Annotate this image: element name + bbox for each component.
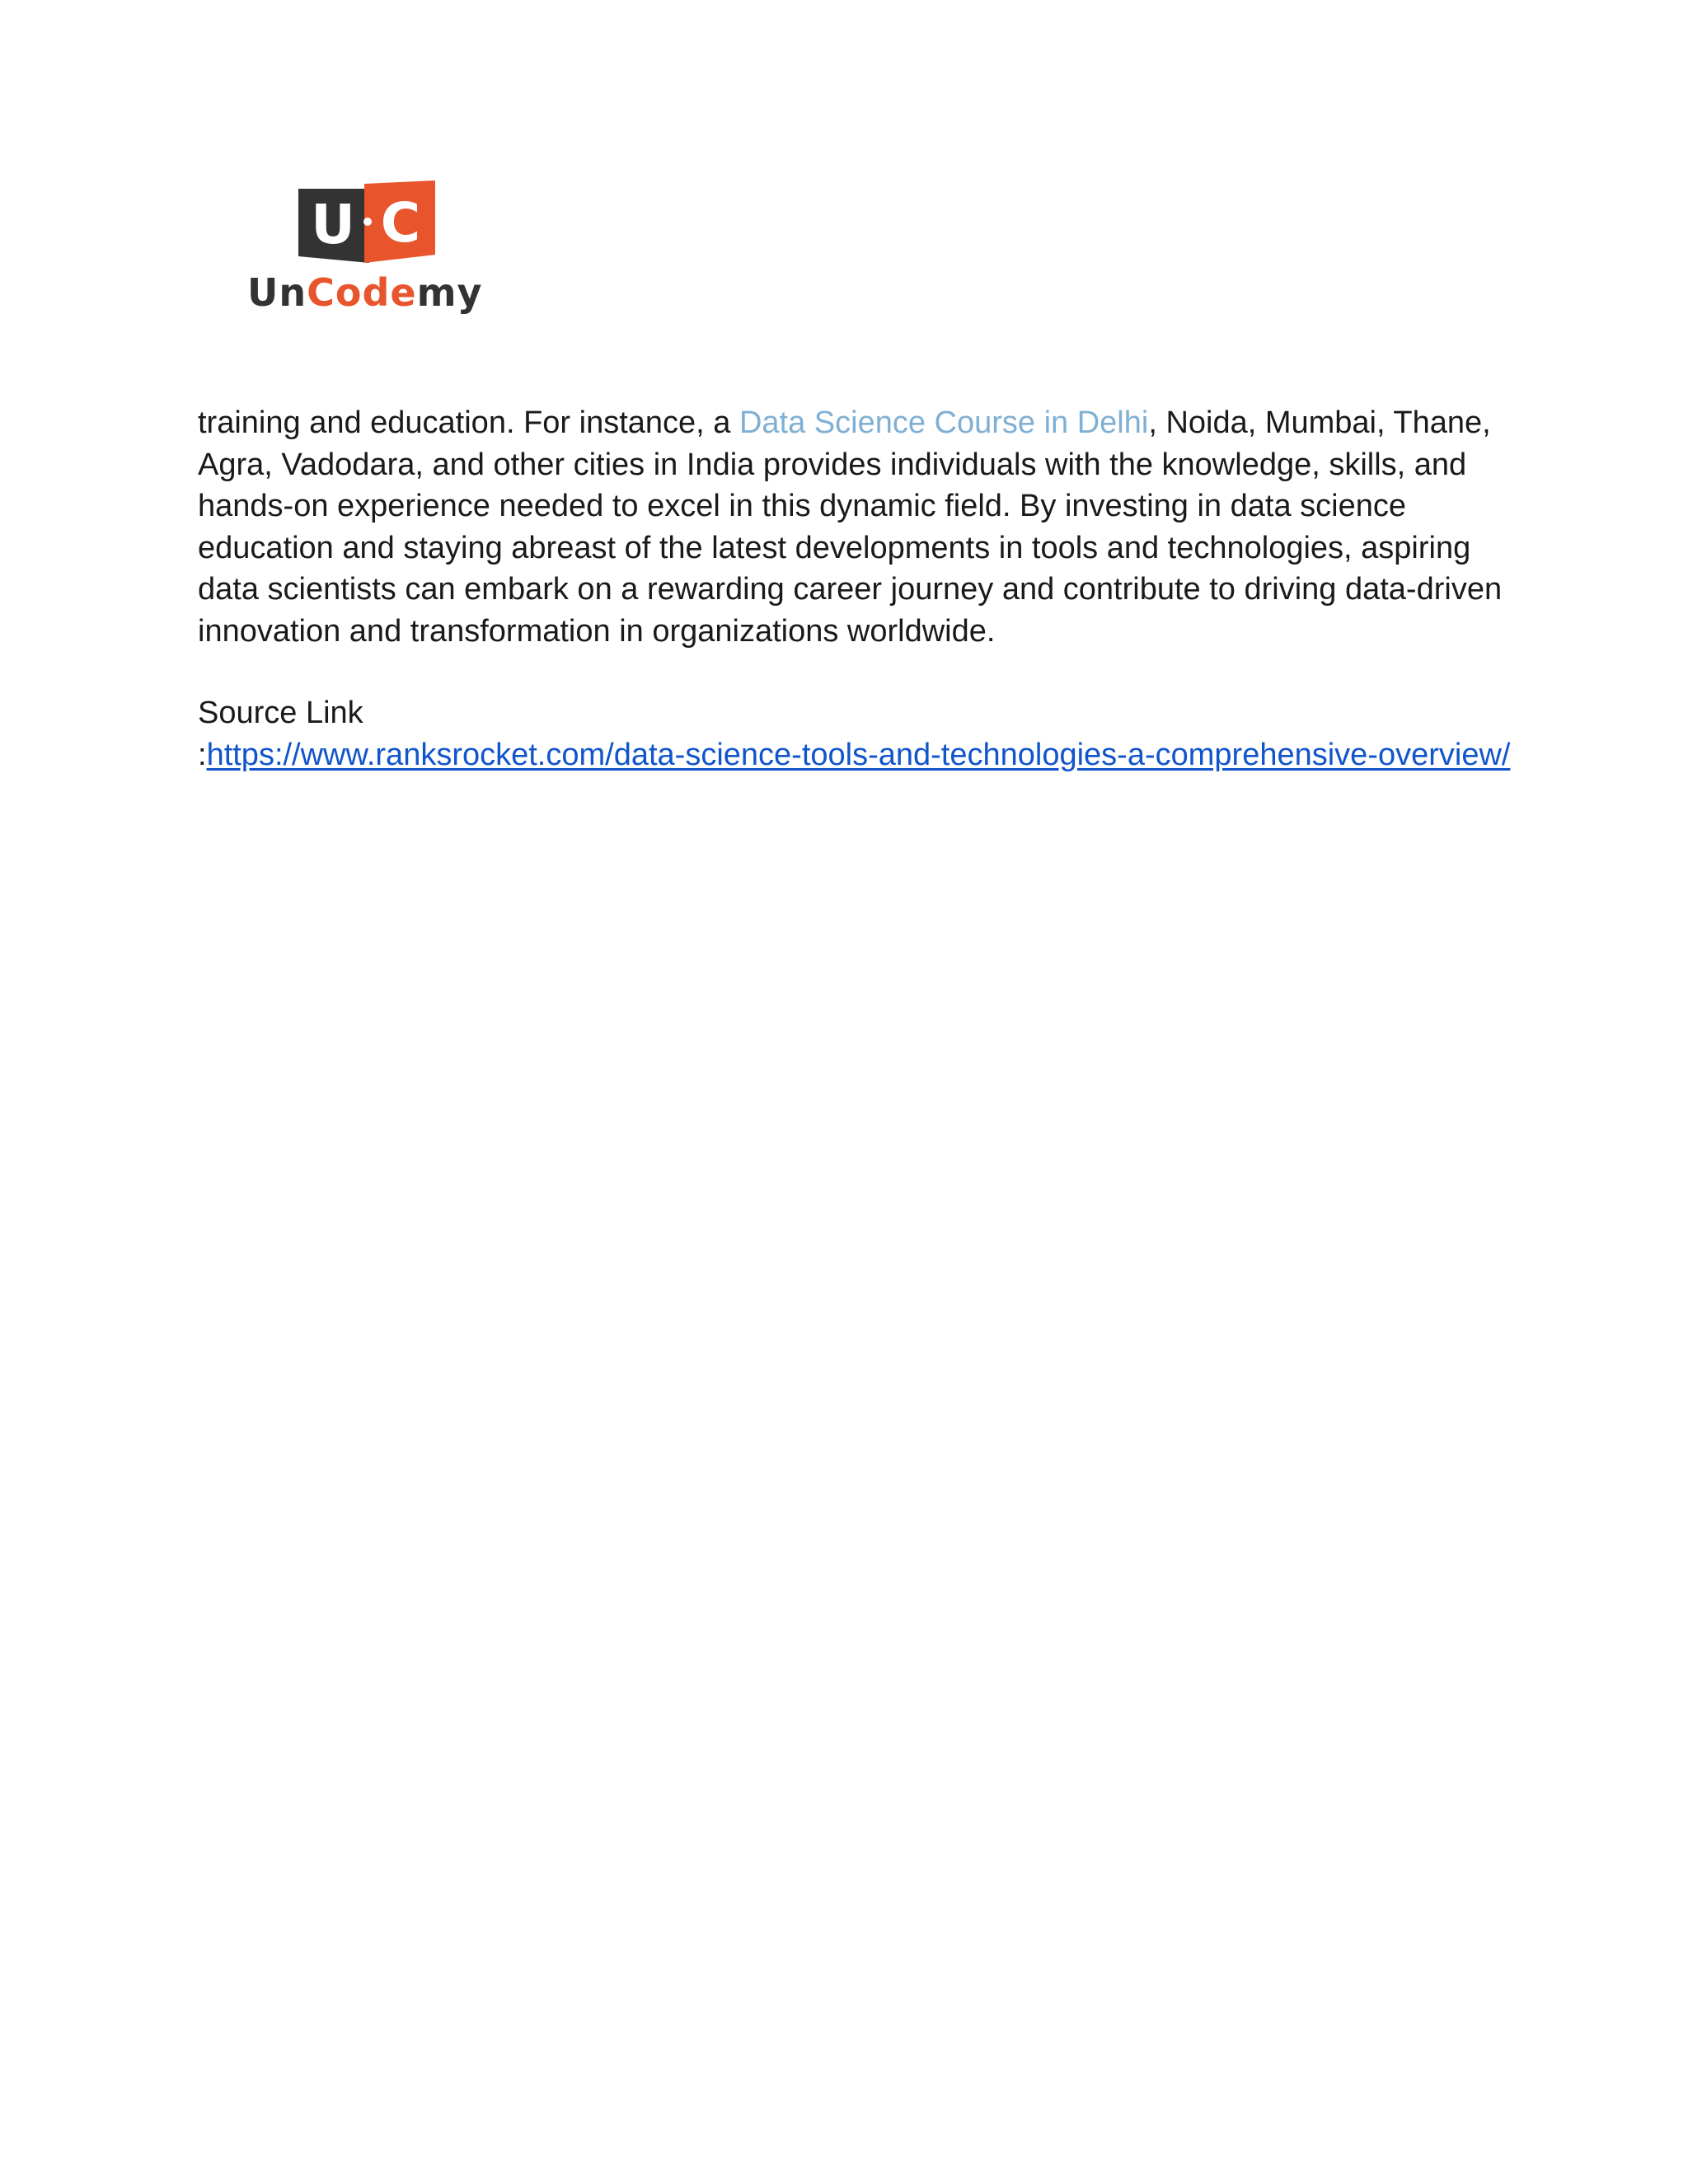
source-url-link[interactable]: https://www.ranksrocket.com/data-science-tools-and-technologies-a-comprehensive-overview/ (206, 737, 1511, 772)
source-label: Source Link (198, 696, 363, 730)
body-paragraph (198, 402, 1517, 652)
source-prefix: : (198, 737, 207, 772)
paragraph-text-start: training and education. For instance, a (198, 405, 739, 440)
logo-word-code: Code (307, 270, 417, 315)
document-body (198, 402, 1517, 776)
svg-text:U: U (311, 193, 355, 256)
svg-text:C: C (380, 191, 421, 255)
logo-wordmark (247, 269, 486, 316)
logo-word-my: my (416, 270, 483, 315)
data-science-course-link[interactable]: Data Science Course in Delhi (738, 405, 1149, 440)
source-block (198, 692, 1517, 776)
source-line (198, 734, 1517, 776)
logo-word-un: Un (247, 270, 307, 315)
paragraph-text-rest: , Noida, Mumbai, Thane, Agra, Vadodara, and other cities in India provides individuals with the knowledge, skills, and hands-on experience needed to excel in this dynamic field. By investing in data science education and staying abreast of the latest developments in tools and technologies, aspiring data scientists can embark on a rewarding career journey and contribute to driving data-driven innovation and transformation in organizations worldwide. (198, 405, 1503, 649)
uc-logo-mark (298, 180, 435, 263)
uncodemy-logo (247, 177, 486, 326)
